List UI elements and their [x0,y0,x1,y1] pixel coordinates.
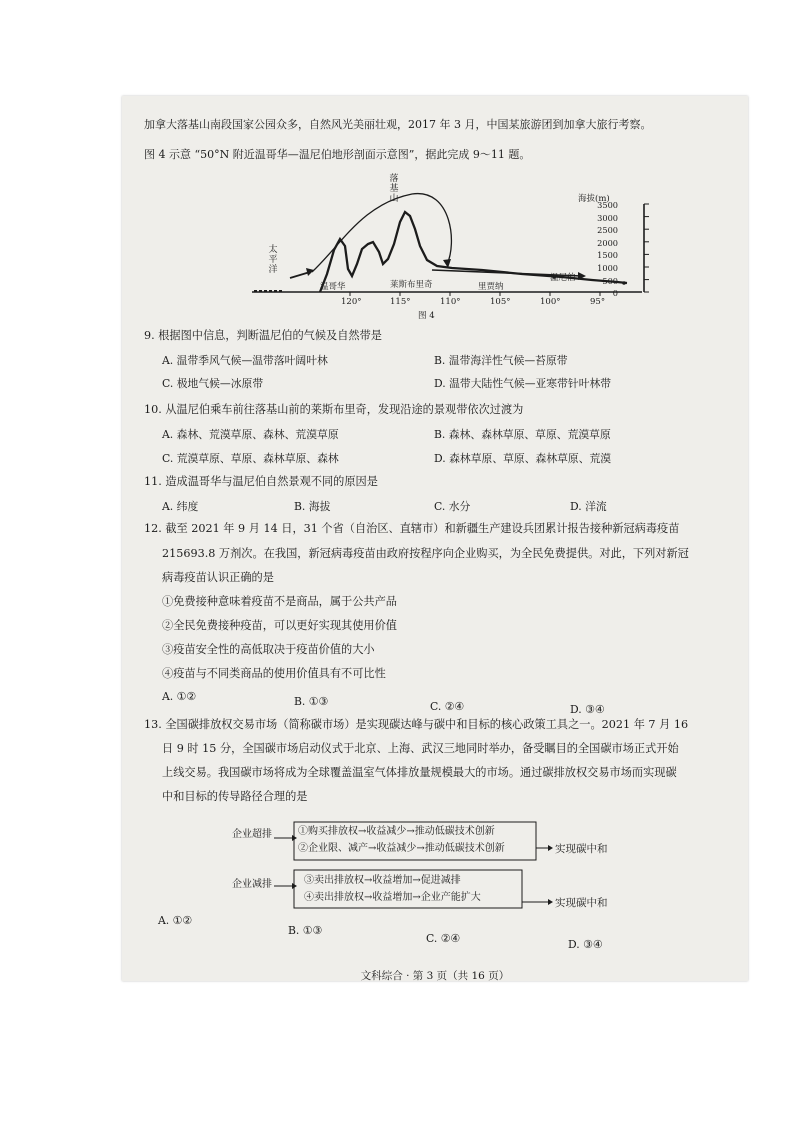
question-12-line-1: 12. 截至 2021 年 9 月 14 日，31 个省（自治区、直辖市）和新疆生产建设兵团累计报告接种新冠病毒疫苗 [144,522,680,535]
question-9-option-b[interactable]: B. 温带海洋性气候—苔原带 [434,354,568,367]
altitude-tick: 0 [612,288,618,299]
longitude-115: 115° [390,297,411,307]
question-11-option-c[interactable]: C. 水分 [434,500,471,513]
altitude-tick: 1000 [597,262,618,273]
page-footer: 文科综合 · 第 3 页（共 16 页） [360,970,510,982]
longitude-120: 120° [341,297,362,307]
question-10-option-a[interactable]: A. 森林、荒漠草原、森林、荒漠草原 [162,428,339,441]
flow-bottom-result: 实现碳中和 [555,897,608,909]
longitude-100: 100° [540,297,561,307]
flow-bottom-path-2: ④卖出排放权→收益增加→企业产能扩大 [304,892,481,903]
question-13-option-c[interactable]: C. ②④ [426,932,461,945]
altitude-axis-title: 海拔(m) [578,194,610,204]
question-10-option-d[interactable]: D. 森林草原、草原、森林草原、荒漠 [434,452,612,465]
flow-bottom-path-1: ③卖出排放权→收益增加→促进减排 [304,875,461,886]
peak-label-char: 落 [389,174,399,184]
ocean-label-char: 太 [268,245,278,255]
place-vancouver: 温哥华 [320,282,346,292]
question-12-option-c[interactable]: C. ②④ [430,700,465,713]
longitude-95: 95° [590,297,606,307]
question-10-option-b[interactable]: B. 森林、森林草原、草原、荒漠草原 [434,428,611,441]
altitude-tick: 500 [602,275,618,286]
ocean-label [266,245,280,275]
question-13-option-a[interactable]: A. ①② [158,914,193,927]
altitude-tick: 2000 [597,237,618,248]
question-13-line-2: 日 9 时 15 分，全国碳市场启动仪式于北京、上海、武汉三地同时举办，备受瞩目的全国碳市场正式开始 [162,742,679,755]
ocean-label-char: 平 [268,255,278,265]
onshore-arrow [290,272,310,278]
flow-bottom-source: 企业减排 [232,879,272,890]
question-12-line-3: 病毒疫苗认识正确的是 [162,571,274,584]
question-11-option-d[interactable]: D. 洋流 [570,500,607,513]
question-9-stem: 9. 根据图中信息，判断温尼伯的气候及自然带是 [144,329,382,342]
question-12-statement-3: ③疫苗安全性的高低取决于疫苗价值的大小 [162,643,375,656]
question-11-option-a[interactable]: A. 纬度 [162,500,199,513]
question-13-line-1: 13. 全国碳排放权交易市场（简称碳市场）是实现碳达峰与碳中和目标的核心政策工具之一。2021 年 7 月 16 [144,718,689,731]
question-12-statement-1: ①免费接种意味着疫苗不是商品，属于公共产品 [162,595,397,608]
exam-page [122,96,748,981]
question-13-line-3: 上线交易。我国碳市场将成为全球覆盖温室气体排放量规模最大的市场。通过碳排放权交易市场而实现碳 [162,766,677,779]
place-lethbridge: 莱斯布里奇 [390,280,433,290]
question-12-line-2: 215693.8 万剂次。在我国，新冠病毒疫苗由政府按程序向企业购买，为全民免费提供。对此，下列对新冠 [162,547,689,560]
peak-label-char: 山 [389,194,399,204]
terrain-line [320,212,627,292]
ocean-label-char: 洋 [268,265,278,275]
question-13-option-b[interactable]: B. ①③ [288,924,323,937]
question-10-stem: 10. 从温尼伯乘车前往落基山前的莱斯布里奇，发现沿途的景观带依次过渡为 [144,403,524,416]
intro-line-1: 加拿大落基山南段国家公园众多，自然风光美丽壮观，2017 年 3 月，中国某旅游团到加拿大旅行考察。 [144,118,652,131]
question-9-option-d[interactable]: D. 温带大陆性气候—亚寒带针叶林带 [434,377,612,390]
flow-top-path-2: ②企业限、减产→收益减少→推动低碳技术创新 [298,843,505,854]
flow-top-source: 企业超排 [232,829,272,840]
question-9-option-a[interactable]: A. 温带季风气候—温带落叶阔叶林 [162,354,328,367]
longitude-110: 110° [440,297,461,307]
question-13-line-4: 中和目标的传导路径合理的是 [162,790,308,803]
question-12-statement-2: ②全民免费接种疫苗，可以更好实现其使用价值 [162,619,397,632]
longitude-105: 105° [490,297,511,307]
question-12-statement-4: ④疫苗与不同类商品的使用价值具有不可比性 [162,667,386,680]
question-12-option-b[interactable]: B. ①③ [294,695,329,708]
peak-label-char: 基 [389,184,399,194]
peak-label [387,174,401,204]
question-12-option-a[interactable]: A. ①② [162,690,197,703]
question-13-option-d[interactable]: D. ③④ [568,938,603,951]
flow-top-path-1: ①购买排放权→收益减少→推动低碳技术创新 [298,826,495,837]
question-10-option-c[interactable]: C. 荒漠草原、草原、森林草原、森林 [162,452,339,465]
question-11-option-b[interactable]: B. 海拔 [294,500,331,513]
flow-top-result: 实现碳中和 [555,843,608,855]
altitude-tick: 3000 [597,212,618,223]
altitude-tick: 3500 [597,200,618,210]
question-9-option-c[interactable]: C. 极地气候—冰原带 [162,377,264,390]
question-12-option-d[interactable]: D. ③④ [570,703,605,716]
figure-caption: 图 4 [418,311,435,321]
altitude-tick-labels [592,199,618,300]
question-11-stem: 11. 造成温哥华与温尼伯自然景观不同的原因是 [144,475,378,488]
altitude-tick: 1500 [597,250,618,261]
intro-line-2: 图 4 示意 “50°N 附近温哥华—温尼伯地形剖面示意图”，据此完成 9～11 题。 [144,148,531,161]
place-regina: 里贾纳 [478,282,504,292]
place-winnipeg: 温尼伯 [550,273,576,283]
winnipeg-marker [622,281,626,285]
altitude-tick: 2500 [597,225,618,236]
